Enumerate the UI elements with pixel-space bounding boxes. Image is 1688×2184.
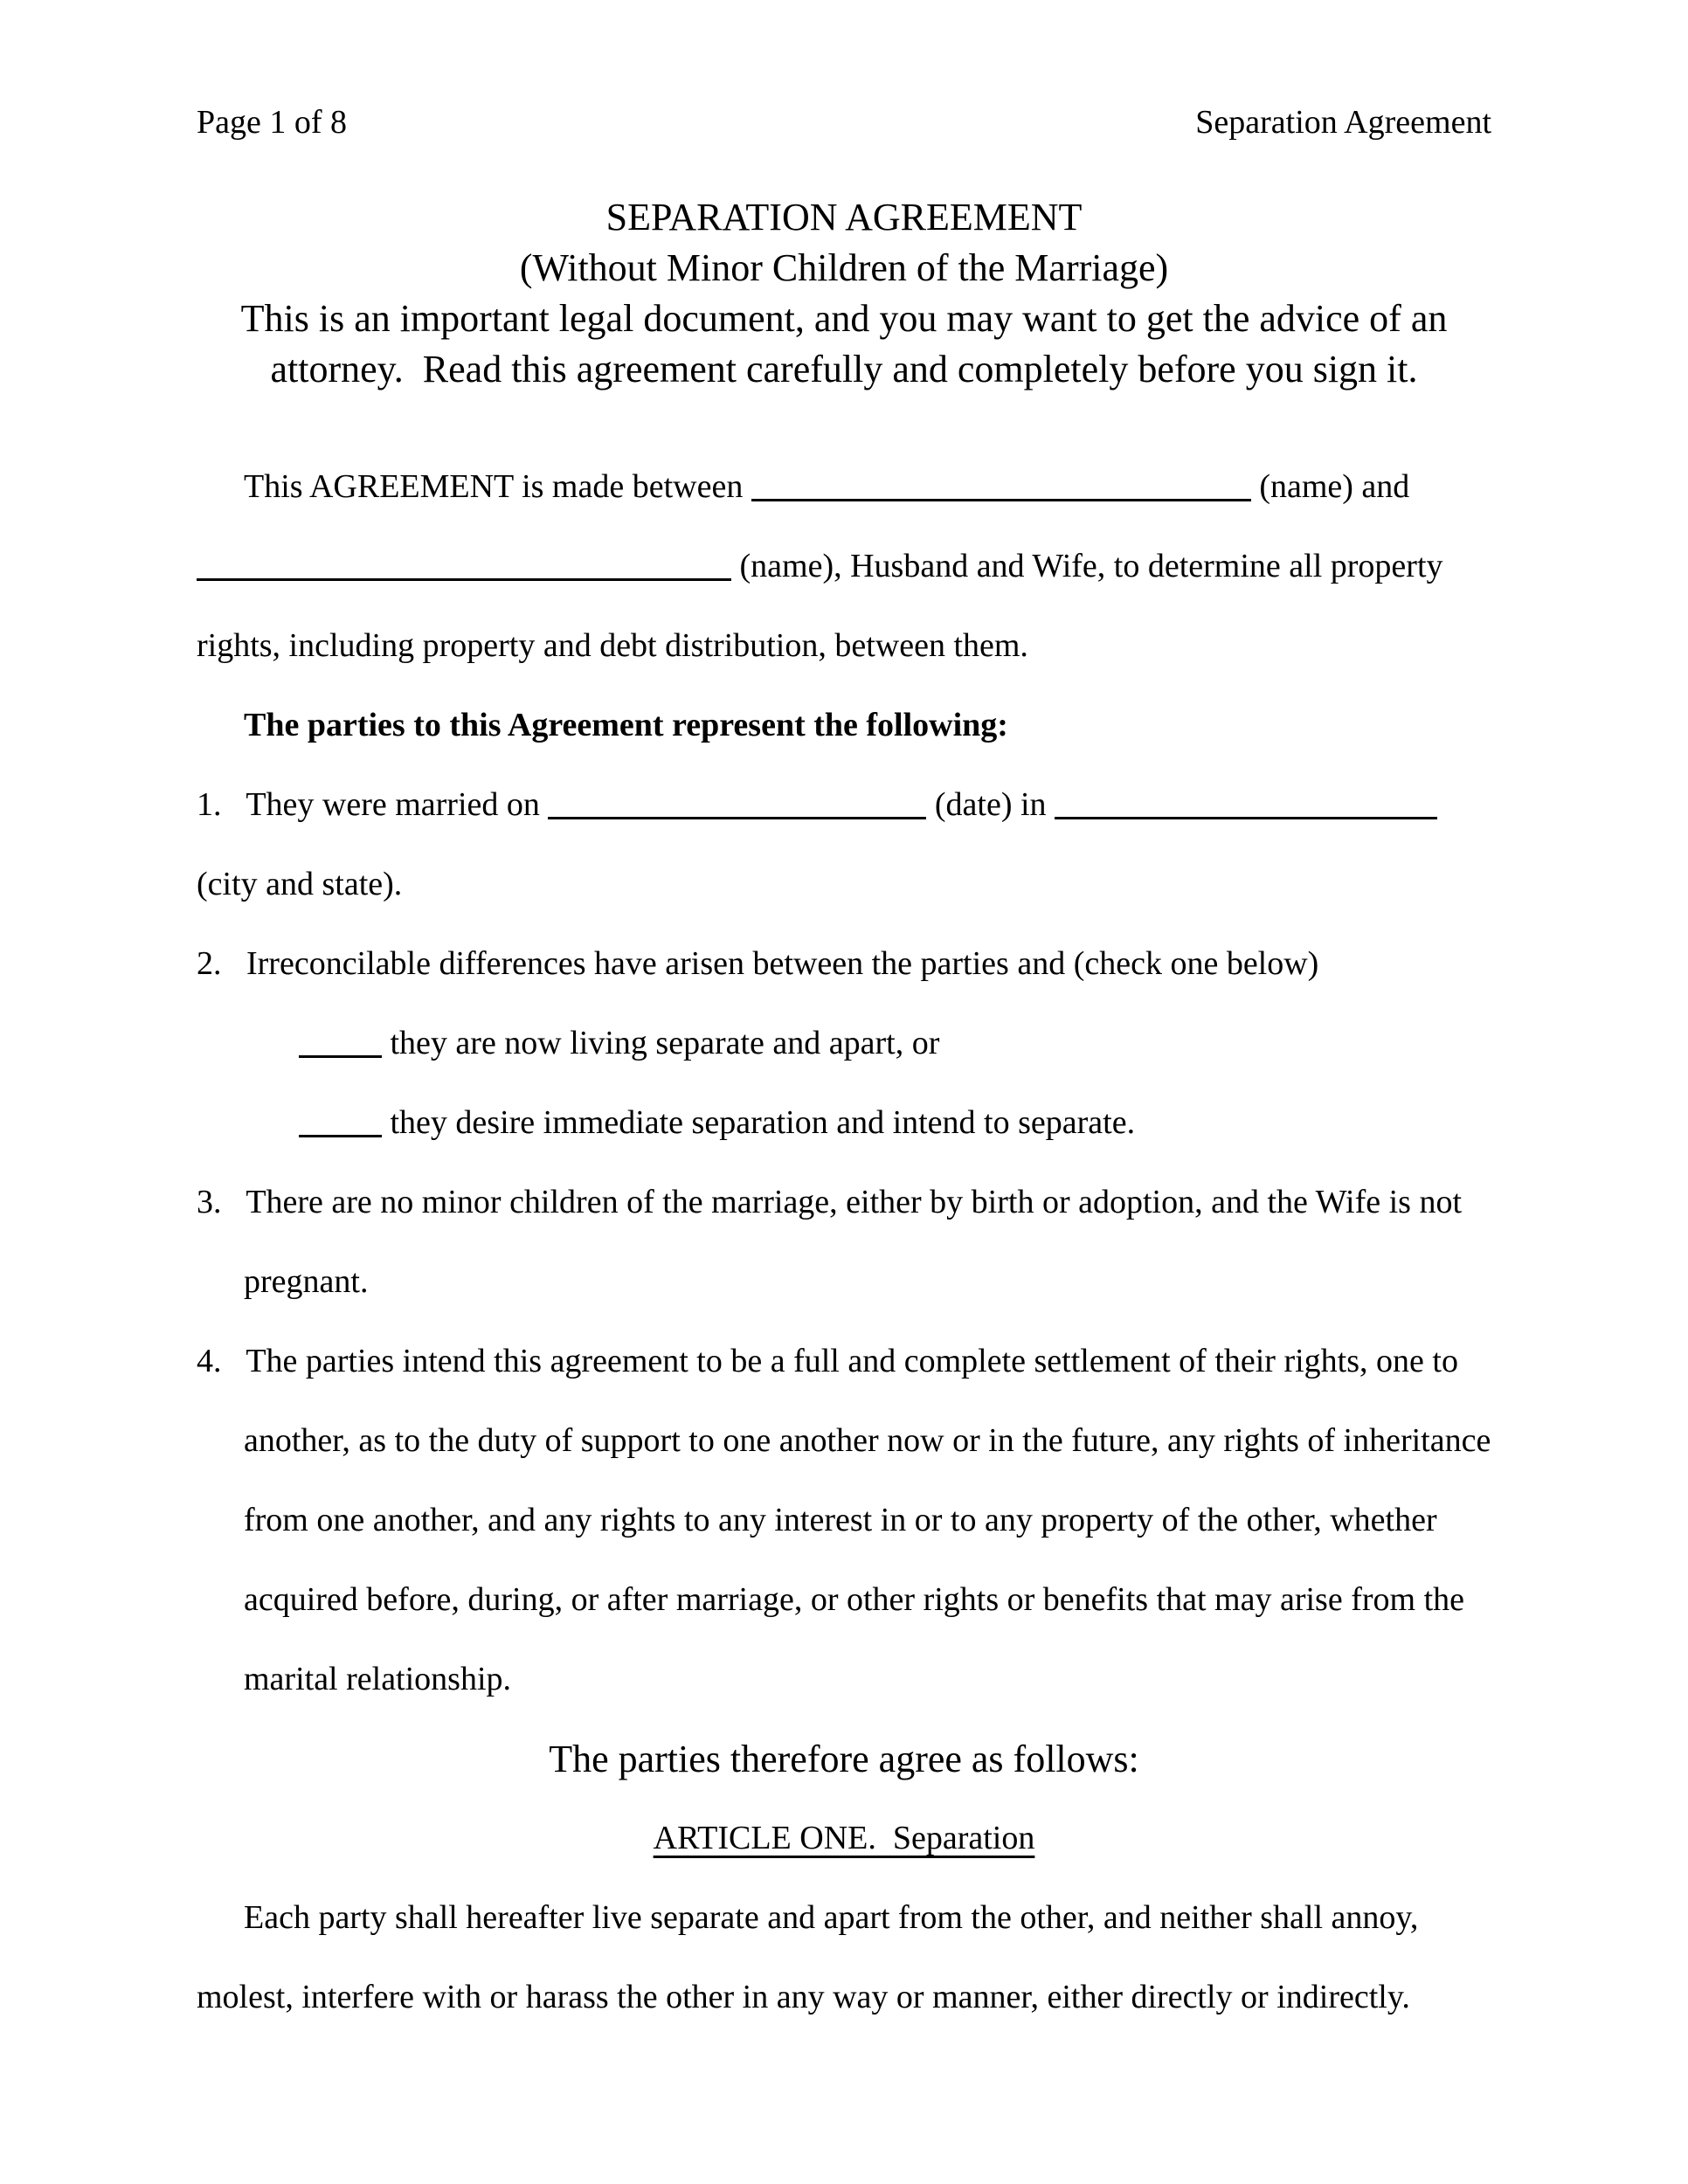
- page-number-label: Page 1 of 8: [197, 104, 348, 141]
- text-segment: molest, interfere with or harass the other in any way or manner, either directly or indirectly.: [197, 1979, 1410, 2015]
- text-segment: 4. The parties intend this agreement to be a full and complete settlement of their rights, one to: [197, 1343, 1458, 1379]
- title-block: [197, 192, 1491, 395]
- document-title: SEPARATION AGREEMENT: [605, 196, 1083, 238]
- text-segment: 3. There are no minor children of the marriage, either by birth or adoption, and the Wife is not: [197, 1184, 1463, 1220]
- document-subtitle: (Without Minor Children of the Marriage): [519, 246, 1169, 289]
- text-segment: marital relationship.: [244, 1661, 512, 1697]
- text-segment: This AGREEMENT is made between: [244, 468, 751, 505]
- intro-line-2: [197, 527, 1491, 606]
- text-segment: another, as to the duty of support to one another now or in the future, any rights of inheritance: [244, 1422, 1491, 1459]
- text-segment: they desire immediate separation and intend to separate.: [382, 1104, 1136, 1141]
- marriage-date-blank: [548, 813, 926, 819]
- item-2-line-1: [197, 924, 1491, 1004]
- text-segment: pregnant.: [244, 1263, 369, 1300]
- document-body: [197, 447, 1491, 2037]
- text-segment: acquired before, during, or after marriage, or other rights or benefits that may arise from the: [244, 1581, 1465, 1618]
- item-3-line-2: [197, 1242, 1491, 1322]
- item-1-line-1: [197, 765, 1491, 845]
- text-segment: (date) in: [926, 786, 1055, 823]
- item-1-line-2: [197, 845, 1491, 924]
- intro-line-3: [197, 606, 1491, 686]
- representations-heading: [197, 686, 1491, 765]
- notice-line-1: This is an important legal document, and you may want to get the advice of an: [240, 297, 1448, 340]
- text-segment: (city and state).: [197, 866, 403, 902]
- agreement-lead-in: [197, 1719, 1491, 1799]
- text-segment: (name) and: [1250, 468, 1410, 505]
- article-one-line-1: [197, 1878, 1491, 1958]
- living-separate-check-blank: [299, 1052, 382, 1058]
- item-4-line-5: [197, 1640, 1491, 1719]
- page-header: [197, 103, 1491, 142]
- text-segment: from one another, and any rights to any interest in or to any property of the other, whether: [244, 1502, 1437, 1538]
- marriage-place-blank: [1055, 813, 1437, 819]
- intro-line-1: [197, 447, 1491, 527]
- wife-name-blank: [197, 575, 731, 581]
- item-4-line-4: [197, 1560, 1491, 1640]
- text-segment: rights, including property and debt distribution, between them.: [197, 627, 1028, 664]
- text-segment: (name), Husband and Wife, to determine all property: [731, 548, 1443, 584]
- text-segment: The parties to this Agreement represent the following:: [244, 707, 1008, 743]
- article-one-line-2: [197, 1958, 1491, 2037]
- option-immediate-separation: [197, 1083, 1491, 1163]
- text-segment: 1. They were married on: [197, 786, 549, 823]
- immediate-separation-check-blank: [299, 1131, 382, 1137]
- item-3-line-1: [197, 1163, 1491, 1242]
- text-segment: The parties therefore agree as follows:: [549, 1738, 1139, 1780]
- running-title-label: Separation Agreement: [1195, 104, 1491, 141]
- text-segment: 2. Irreconcilable differences have arisen between the parties and (check one below): [197, 945, 1319, 982]
- item-4-line-3: [197, 1481, 1491, 1560]
- text-segment: ARTICLE ONE. Separation: [653, 1820, 1035, 1856]
- item-4-line-1: [197, 1322, 1491, 1401]
- article-one-heading: [197, 1799, 1491, 1878]
- text-segment: they are now living separate and apart, or: [382, 1025, 940, 1061]
- text-segment: Each party shall hereafter live separate and apart from the other, and neither shall annoy,: [244, 1899, 1419, 1936]
- husband-name-blank: [751, 495, 1251, 501]
- option-living-separate: [197, 1004, 1491, 1083]
- notice-line-2: attorney. Read this agreement carefully and completely before you sign it.: [270, 348, 1418, 390]
- item-4-line-2: [197, 1401, 1491, 1481]
